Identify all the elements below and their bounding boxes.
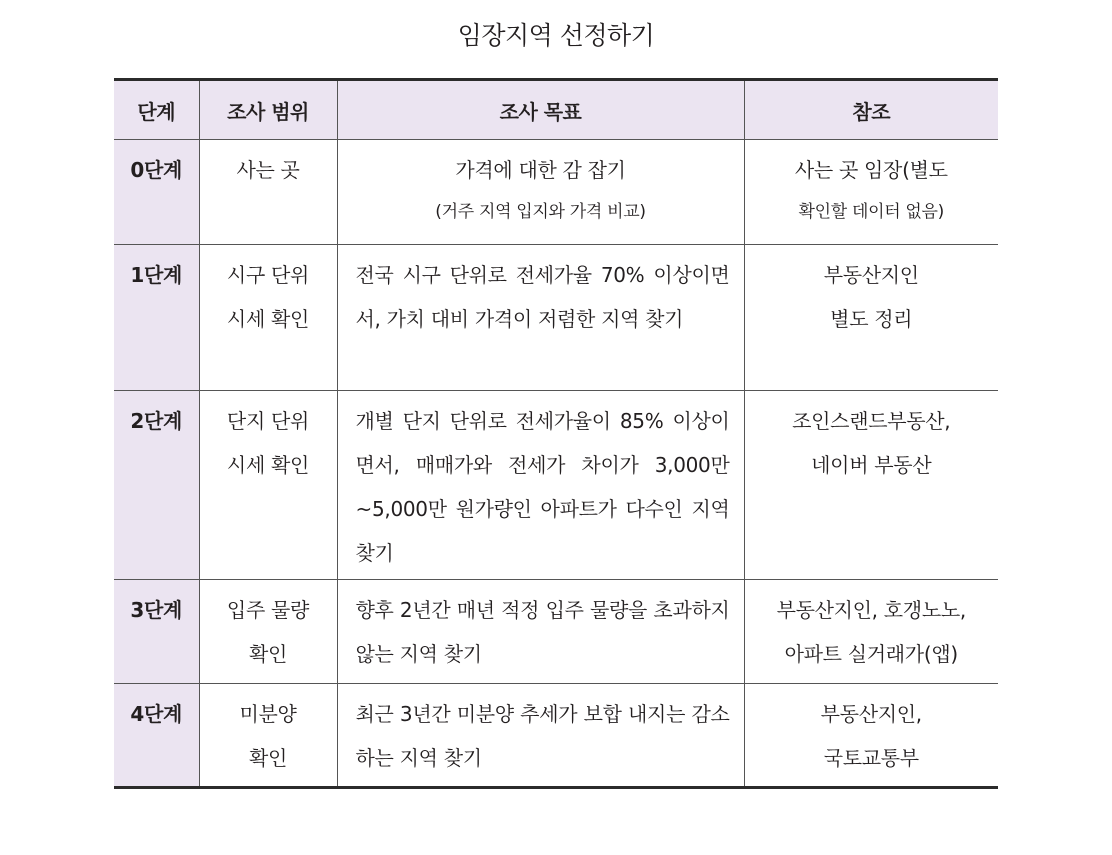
reference-line: 네이버 부동산	[811, 453, 932, 477]
reference-line: 조인스랜드부동산,	[792, 409, 951, 433]
page-title: 임장지역 선정하기	[457, 21, 655, 50]
reference-line: 부동산지인	[823, 263, 919, 287]
goal-cell: 개별 단지 단위로 전세가율이 85% 이상이면서, 매매가와 전세가 차이가 3,000만~5,000만 원가량인 아파트가 다수인 지역 찾기	[337, 391, 744, 580]
column-header-goal: 조사 목표	[337, 80, 744, 140]
goal-cell: 전국 시구 단위로 전세가율 70% 이상이면서, 가치 대비 가격이 저렴한 지역 찾기	[337, 245, 744, 391]
scope-cell: 사는 곳	[199, 140, 337, 245]
reference-line: 아파트 실거래가(앱)	[784, 642, 958, 666]
reference-cell	[744, 391, 998, 580]
reference-cell	[744, 245, 998, 391]
scope-cell	[199, 245, 337, 391]
scope-cell	[199, 391, 337, 580]
scope-line: 시세 확인	[226, 307, 310, 331]
stage-cell: 0단계	[114, 140, 199, 245]
scope-line: 입주 물량	[226, 598, 310, 622]
column-header-stage: 단계	[114, 80, 199, 140]
scope-line: 단지 단위	[226, 409, 310, 433]
goal-cell: 향후 2년간 매년 적정 입주 물량을 초과하지 않는 지역 찾기	[337, 580, 744, 684]
scope-cell	[199, 580, 337, 684]
scope-line: 확인	[248, 746, 288, 770]
scope-cell	[199, 684, 337, 788]
goal-note: (거주 지역 입지와 가격 비교)	[435, 202, 646, 222]
reference-line: 사는 곳 임장(별도	[794, 158, 948, 182]
reference-cell	[744, 580, 998, 684]
reference-line: 별도 정리	[830, 307, 913, 331]
reference-cell	[744, 684, 998, 788]
reference-line: 확인할 데이터 없음)	[798, 202, 945, 222]
table-row	[114, 245, 998, 391]
table-header-row	[114, 80, 998, 140]
survey-steps-table	[114, 78, 998, 789]
stage-cell: 1단계	[114, 245, 199, 391]
goal-cell	[337, 140, 744, 245]
column-header-scope: 조사 범위	[199, 80, 337, 140]
reference-cell	[744, 140, 998, 245]
stage-cell: 4단계	[114, 684, 199, 788]
stage-cell: 2단계	[114, 391, 199, 580]
table-row	[114, 580, 998, 684]
reference-line: 부동산지인, 호갱노노,	[776, 598, 966, 622]
column-header-reference: 참조	[744, 80, 998, 140]
table-row	[114, 140, 998, 245]
table-row	[114, 391, 998, 580]
scope-line: 확인	[248, 642, 288, 666]
table-row	[114, 684, 998, 788]
goal-text: 가격에 대한 감 잡기	[455, 158, 626, 182]
goal-cell: 최근 3년간 미분양 추세가 보합 내지는 감소하는 지역 찾기	[337, 684, 744, 788]
reference-line: 부동산지인,	[820, 702, 922, 726]
scope-line: 미분양	[239, 702, 297, 726]
reference-line: 국토교통부	[823, 746, 919, 770]
stage-cell: 3단계	[114, 580, 199, 684]
scope-line: 시세 확인	[226, 453, 310, 477]
scope-line: 시구 단위	[226, 263, 310, 287]
